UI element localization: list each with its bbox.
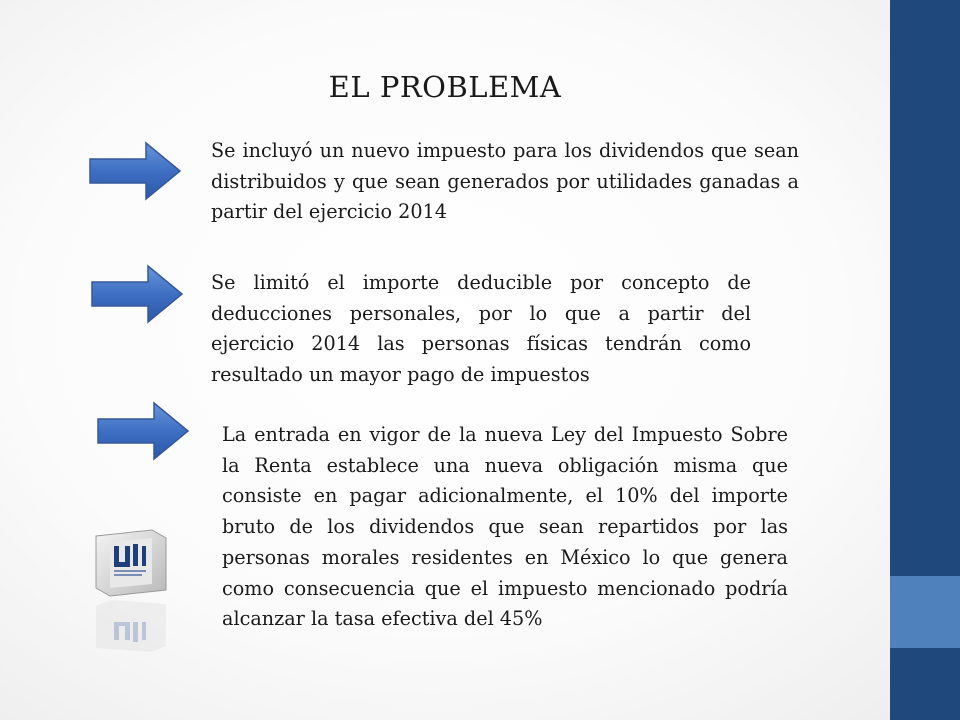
slide-title: EL PROBLEMA — [328, 70, 562, 104]
bullet-text-2: Se limitó el importe deducible por concepto de deducciones personales, por lo que a partir del ejercicio 2014 las personas físicas tendrán como resultado un mayor pago de impuestos — [211, 271, 751, 387]
university-logo — [92, 528, 170, 598]
arrow-right-icon — [88, 141, 183, 201]
university-logo-reflection — [92, 598, 170, 654]
bullet-text-1: Se incluyó un nuevo impuesto para los dividendos que sean distribuidos y que sean generados por utilidades ganadas a partir del ejercicio 2014 — [211, 139, 799, 224]
arrow-right-icon — [96, 401, 191, 461]
sidebar-accent-block — [890, 576, 960, 648]
arrow-right-icon — [90, 264, 185, 324]
bullet-text-3: La entrada en vigor de la nueva Ley del Impuesto Sobre la Renta establece una nueva obligación misma que consiste en pagar adicionalmente, el 10% del importe bruto de los dividendos que sean repartidos por las personas morales residentes en México lo que genera como consecuencia que el impuesto mencionado podría alcanzar la tasa efectiva del 45% — [222, 423, 788, 631]
